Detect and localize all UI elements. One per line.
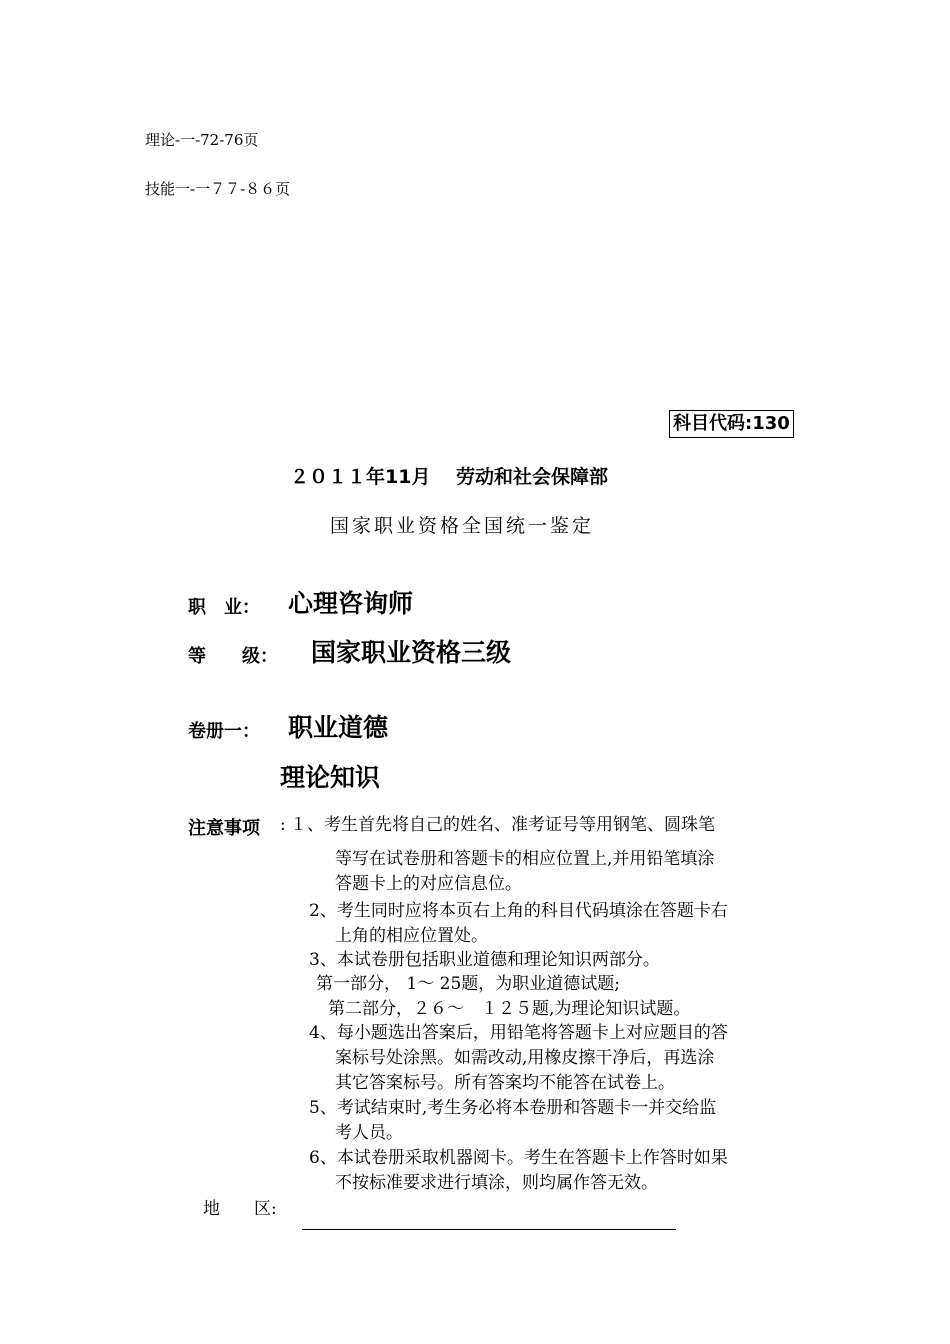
- notes-line-9: 4、每小题选出答案后，用铅笔将答题卡上对应题目的答: [309, 1023, 728, 1043]
- notes-line-5: 上角的相应位置处。: [335, 926, 488, 946]
- volume-label: 卷册一：: [188, 721, 260, 742]
- notes-line-15: 不按标准要求进行填涂，则均属作答无效。: [335, 1173, 658, 1193]
- notes-line-6: 3、本试卷册包括职业道德和理论知识两部分。: [309, 950, 660, 970]
- notes-line-2: 等写在试卷册和答题卡的相应位置上,并用铅笔填涂: [335, 849, 715, 869]
- subject-code-box: 科目代码:130: [669, 410, 794, 438]
- level-label: 等 级：: [188, 646, 278, 667]
- notes-line-4: 2、考生同时应将本页右上角的科目代码填涂在答题卡右: [309, 901, 728, 921]
- notes-line-14: 6、本试卷册采取机器阅卡。考生在答题卡上作答时如果: [309, 1148, 728, 1168]
- region-label: 地 区:: [203, 1199, 277, 1219]
- notes-line-12: 5、考试结束时,考生务必将本卷册和答题卡一并交给监: [309, 1098, 717, 1118]
- page-ref-theory: 理论-一-72-76页: [145, 131, 259, 149]
- occupation-label: 职 业：: [188, 597, 260, 618]
- notes-line-8: 第二部分，２６～ １２５题,为理论知识试题。: [328, 999, 691, 1019]
- header-exam-name: 国家职业资格全国统一鉴定: [330, 515, 595, 537]
- notes-line-13: 考人员。: [335, 1123, 403, 1143]
- volume-value-theory: 理论知识: [280, 763, 381, 792]
- header-date-org: ２０１１年11月 劳动和社会保障部: [290, 466, 609, 488]
- region-underline: [302, 1229, 676, 1230]
- occupation-value: 心理咨询师: [288, 589, 414, 618]
- level-value: 国家职业资格三级: [311, 638, 512, 667]
- notes-line-1: １、考生首先将自己的姓名、准考证号等用钢笔、圆珠笔: [290, 815, 715, 835]
- notes-line-10: 案标号处涂黑。如需改动,用橡皮擦干净后，再选涂: [335, 1048, 715, 1068]
- notes-line-3: 答题卡上的对应信息位。: [335, 874, 522, 894]
- notes-label: 注意事项: [188, 818, 260, 839]
- volume-value-ethics: 职业道德: [288, 713, 389, 742]
- notes-line-11: 其它答案标号。所有答案均不能答在试卷上。: [335, 1073, 675, 1093]
- notes-colon: :: [280, 815, 286, 835]
- page-ref-skill: 技能一-一７７-８６页: [145, 180, 291, 198]
- notes-line-7: 第一部分， 1～ 25题，为职业道德试题;: [316, 974, 620, 994]
